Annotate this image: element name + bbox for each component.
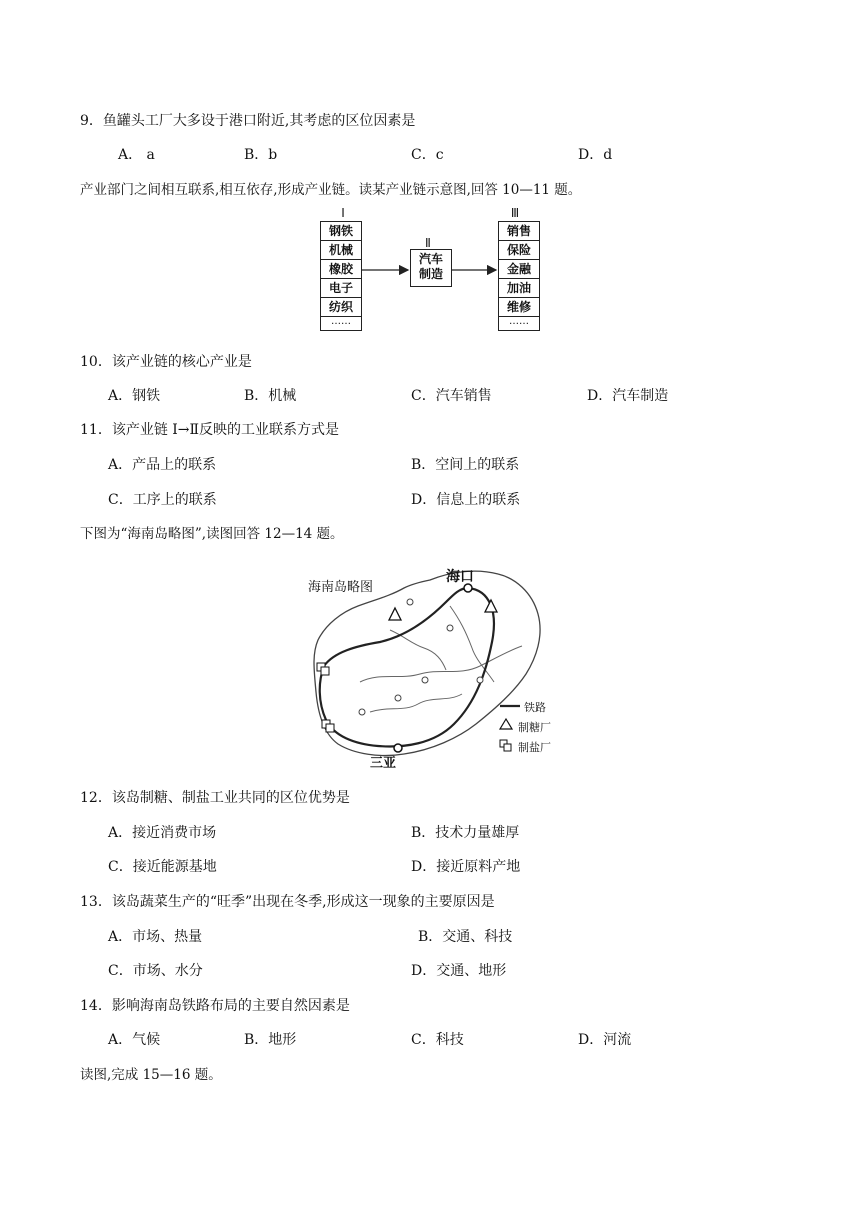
intro-10-11: 产业部门之间相互联系,相互依存,形成产业链。读某产业链示意图,回答 10—11 题。 [80,182,582,198]
question-12-stem: 12．该岛制糖、制盐工业共同的区位优势是 [80,790,350,806]
q9-option-c: C．c [411,147,444,163]
hainan-map [300,562,562,770]
town-marker [395,695,401,701]
chain-item: 保险 [499,241,539,260]
legend-salt-icon [500,740,511,751]
q12-option-c: C．接近能源基地 [108,859,217,875]
q14-option-b: B．地形 [244,1032,297,1048]
legend-salt-label: 制盐厂 [518,741,551,754]
chain-item: 橡胶 [321,260,361,279]
chain-item: 机械 [321,241,361,260]
intro-12-14: 下图为“海南岛略图”,读图回答 12—14 题。 [80,526,344,542]
q12-option-b: B．技术力量雄厚 [411,825,520,841]
chain-label-iii: Ⅲ [510,206,520,220]
q9-option-a: A． a [118,147,155,163]
q10-option-a: A．钢铁 [108,388,161,404]
chain-item: 加油 [499,279,539,298]
q11-option-d: D．信息上的联系 [411,492,521,508]
chain-item: …… [331,316,351,327]
chain-item: 电子 [321,279,361,298]
town-marker [359,709,365,715]
question-9-stem: 9．鱼罐头工厂大多设于港口附近,其考虑的区位因素是 [80,113,416,129]
legend-sugar-icon [500,719,512,729]
q11-option-a: A．产品上的联系 [108,457,217,473]
q11-option-b: B．空间上的联系 [411,457,520,473]
q12-option-a: A．接近消费市场 [108,825,217,841]
q9-option-b: B．b [244,147,278,163]
q14-option-c: C．科技 [411,1032,464,1048]
intro-15-16: 读图,完成 15—16 题。 [80,1067,222,1083]
chain-item: …… [509,316,529,327]
river [360,646,522,682]
q9-option-d: D．d [578,147,613,163]
chain-item: 纺织 [321,298,361,317]
q13-option-a: A．市场、热量 [108,929,203,945]
town-marker [407,599,413,605]
chain-item: 钢铁 [321,222,361,241]
chain-item: 汽车 [418,252,443,266]
salt-factory-icon [322,720,334,732]
chain-label-ii: Ⅱ [425,236,431,250]
chain-label-i: I [341,206,345,220]
q12-option-d: D．接近原料产地 [411,859,521,875]
town-marker [422,677,428,683]
q10-option-c: C．汽车销售 [411,388,492,404]
city-haikou-label: 海口 [446,569,474,585]
chain-item: 制造 [418,267,443,281]
city-sanya-label: 三亚 [370,756,397,771]
salt-factory-icon [317,663,329,675]
town-marker [447,625,453,631]
q13-option-d: D．交通、地形 [411,963,507,979]
river [450,606,494,682]
chain-item: 销售 [499,222,539,241]
legend-railway-label: 铁路 [524,701,546,714]
sugar-factory-icon [389,608,401,620]
q11-option-c: C．工序上的联系 [108,492,217,508]
q14-option-d: D．河流 [578,1032,632,1048]
chain-item: 金融 [499,260,539,279]
chain-box-iii [498,221,540,331]
legend-sugar-label: 制糖厂 [518,721,551,734]
q14-option-a: A．气候 [108,1032,161,1048]
town-marker [477,677,483,683]
map-title: 海南岛略图 [308,580,374,595]
sugar-factory-icon [485,600,497,612]
chain-item: 维修 [499,298,539,317]
q10-option-b: B．机械 [244,388,297,404]
q13-option-c: C．市场、水分 [108,963,203,979]
chain-box-i [320,221,362,331]
chain-arrows [360,255,500,285]
question-10-stem: 10．该产业链的核心产业是 [80,354,252,370]
q10-option-d: D．汽车制造 [587,388,669,404]
city-sanya-marker [394,744,402,752]
question-14-stem: 14．影响海南岛铁路布局的主要自然因素是 [80,998,350,1014]
q13-option-b: B．交通、科技 [418,929,513,945]
river [370,694,462,712]
question-11-stem: 11．该产业链 I→Ⅱ反映的工业联系方式是 [80,422,340,438]
question-13-stem: 13．该岛蔬菜生产的“旺季”出现在冬季,形成这一现象的主要原因是 [80,894,495,910]
